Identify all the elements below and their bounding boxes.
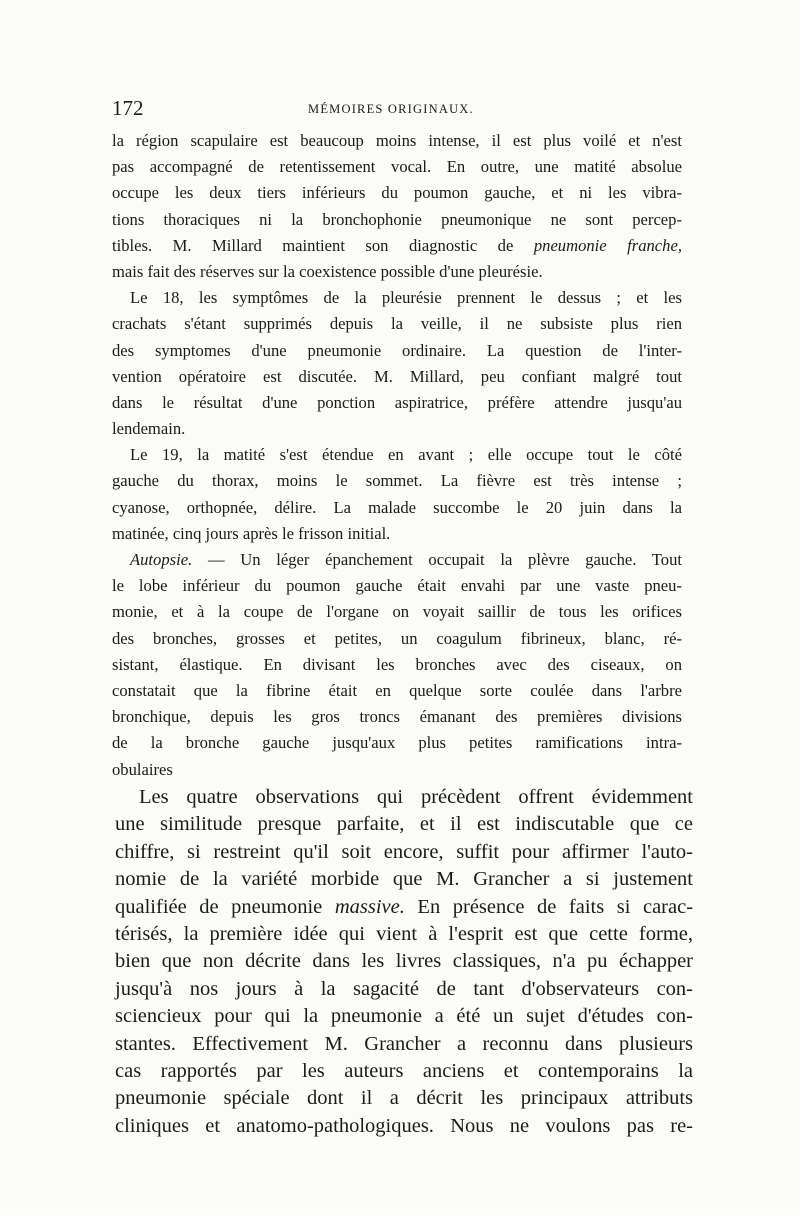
text-segment: — Un léger épanchement occupait la plèvre gauche. Tout bbox=[207, 550, 682, 569]
text-line: chiffre, si restreint qu'il soit encore, suffit pour affirmer l'auto- bbox=[115, 840, 693, 863]
text-line: cyanose, orthopnée, délire. La malade succombe le 20 juin dans la bbox=[112, 497, 682, 517]
page-number: 172 bbox=[112, 96, 144, 120]
text-line: tions thoraciques ni la bronchophonie pneumonique ne sont percep- bbox=[112, 209, 682, 229]
text-line bbox=[112, 233, 682, 259]
text-segment: qualifiée de pneumonie bbox=[115, 895, 323, 918]
text-line: Le 19, la matité s'est étendue en avant ; elle occupe tout le côté bbox=[130, 445, 682, 465]
text-line: sciencieux pour qui la pneumonie a été un sujet d'études con- bbox=[115, 1005, 693, 1028]
text-line: dans le résultat d'une ponction aspiratrice, préfère attendre jusqu'au bbox=[112, 392, 682, 412]
text-line: occupe les deux tiers inférieurs du poumon gauche, et ni les vibra- bbox=[112, 183, 682, 203]
text-line: gauche du thorax, moins le sommet. La fièvre est très intense ; bbox=[112, 471, 682, 491]
text-segment: tibles. M. Millard maintient son diagnostic de bbox=[112, 235, 514, 255]
text-line: Les quatre observations qui précèdent offrent évidemment bbox=[139, 786, 693, 808]
text-line: cliniques et anatomo-pathologiques. Nous ne voulons pas re- bbox=[115, 1114, 693, 1137]
text-line: bien que non décrite dans les livres classiques, n'a pu échapper bbox=[115, 950, 693, 973]
text-line bbox=[115, 894, 693, 921]
italic-term: massive. bbox=[334, 895, 405, 918]
text-line: matinée, cinq jours après le frisson initial. bbox=[112, 523, 391, 543]
text-line: sistant, élastique. En divisant les bronches avec des ciseaux, on bbox=[112, 654, 682, 674]
discussion-text bbox=[115, 784, 693, 1140]
text-segment: En présence de faits si carac- bbox=[417, 895, 694, 918]
text-line: monie, et à la coupe de l'organe on voyait saillir de tous les orifices bbox=[112, 602, 682, 622]
text-line: lendemain. bbox=[112, 419, 186, 439]
italic-term: Autopsie. bbox=[130, 550, 193, 569]
text-line: crachats s'étant supprimés depuis la veille, il ne subsiste plus rien bbox=[112, 314, 682, 334]
text-line: vention opératoire est discutée. M. Millard, peu confiant malgré tout bbox=[112, 366, 682, 386]
running-head: MÉMOIRES ORIGINAUX. bbox=[308, 102, 474, 116]
italic-term: pneumonie franche, bbox=[533, 235, 682, 255]
text-line: des bronches, grosses et petites, un coagulum fibrineux, blanc, ré- bbox=[112, 628, 682, 648]
text-line: des symptomes d'une pneumonie ordinaire. La question de l'inter- bbox=[112, 340, 682, 360]
text-line: constatait que la fibrine était en quelque sorte coulée dans l'arbre bbox=[112, 680, 682, 700]
text-line: pas accompagné de retentissement vocal. En outre, une matité absolue bbox=[112, 157, 682, 177]
text-line: le lobe inférieur du poumon gauche était envahi par une vaste pneu- bbox=[112, 576, 682, 596]
text-line: pneumonie spéciale dont il a décrit les principaux attributs bbox=[115, 1087, 693, 1110]
text-line: cas rapportés par les auteurs anciens et contemporains la bbox=[115, 1059, 693, 1082]
text-line: une similitude presque parfaite, et il est indiscutable que ce bbox=[115, 813, 693, 836]
text-line: obulaires bbox=[112, 759, 173, 779]
text-line: Le 18, les symptômes de la pleurésie prennent le dessus ; et les bbox=[130, 288, 682, 308]
page-header bbox=[112, 96, 682, 126]
text-line: stantes. Effectivement M. Grancher a reconnu dans plusieurs bbox=[115, 1032, 693, 1055]
text-line: la région scapulaire est beaucoup moins intense, il est plus voilé et n'est bbox=[112, 131, 682, 150]
text-line: mais fait des réserves sur la coexistence possible d'une pleurésie. bbox=[112, 261, 543, 281]
case-report-text bbox=[112, 128, 682, 783]
text-line: de la bronche gauche jusqu'aux plus petites ramifications intra- bbox=[112, 733, 682, 753]
text-line: jusqu'à nos jours à la sagacité de tant d'observateurs con- bbox=[115, 977, 693, 1000]
text-line: bronchique, depuis les gros troncs émanant des premières divisions bbox=[112, 707, 682, 727]
text-line: térisés, la première idée qui vient à l'esprit est que cette forme, bbox=[115, 922, 693, 945]
text-line bbox=[112, 547, 682, 573]
text-line: nomie de la variété morbide que M. Grancher a si justement bbox=[115, 868, 693, 891]
